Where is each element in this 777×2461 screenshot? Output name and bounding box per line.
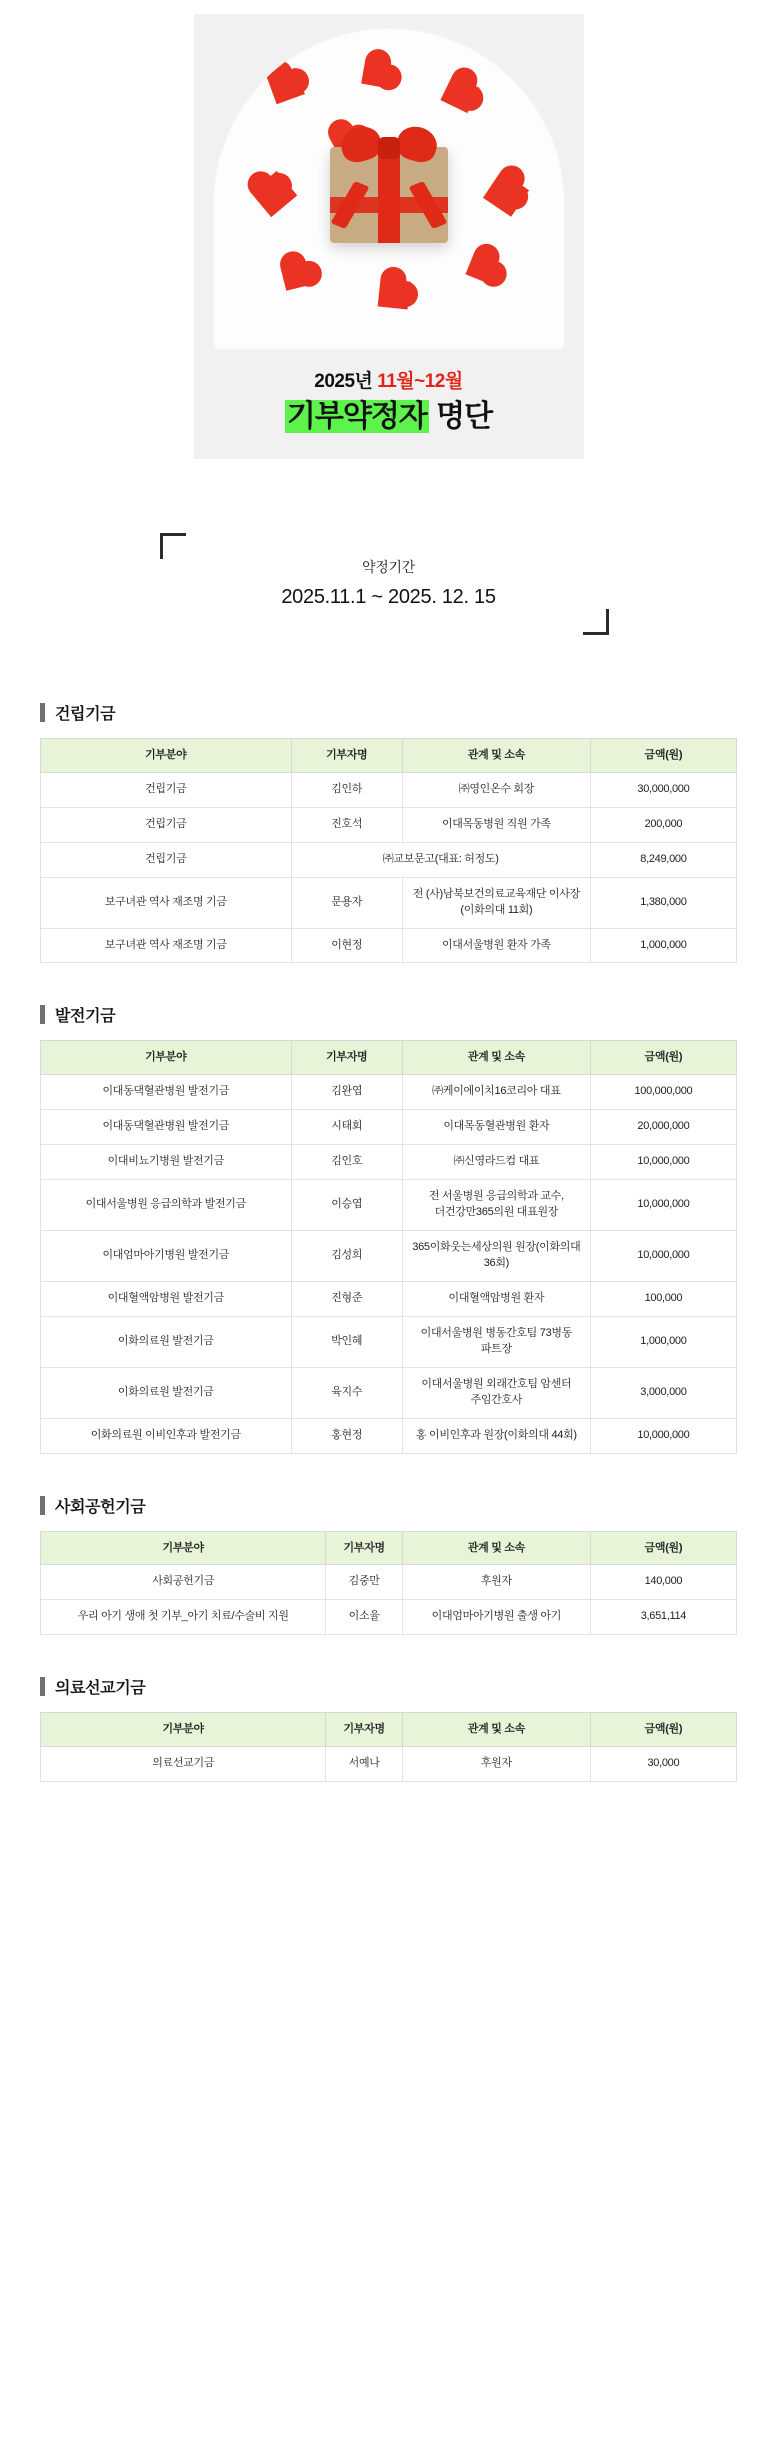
table-row <box>41 1747 737 1782</box>
section-title: 사회공헌기금 <box>55 1498 146 1516</box>
col-relation: 관계 및 소속 <box>402 1713 590 1747</box>
cell-relation: 이대혈액암병원 환자 <box>402 1281 590 1316</box>
cell-field: 이대동댁혈관병원 발전기금 <box>41 1110 292 1145</box>
donation-table <box>40 1531 737 1636</box>
cell-relation: ㈜신영라드컴 대표 <box>402 1145 590 1180</box>
col-field: 기부분야 <box>41 1531 326 1565</box>
cell-relation: 전 (사)남북보건의료교육재단 이사장(이화의대 11회) <box>402 877 590 928</box>
table-row <box>41 1600 737 1635</box>
col-donor: 기부자명 <box>326 1531 403 1565</box>
cell-field: 의료선교기금 <box>41 1747 326 1782</box>
cell-relation: 후원자 <box>402 1747 590 1782</box>
col-relation: 관계 및 소속 <box>402 739 590 773</box>
cell-field: 이화의료원 발전기금 <box>41 1367 292 1418</box>
table-row <box>41 877 737 928</box>
cell-donor: 김인하 <box>291 772 402 807</box>
cell-relation: 365이화웃는세상의원 원장(이화의대 36회) <box>402 1231 590 1282</box>
col-amount: 금액(원) <box>590 739 736 773</box>
cell-relation: ㈜영인온수 회장 <box>402 772 590 807</box>
corner-bracket-bottom-right <box>583 609 609 635</box>
cell-relation: 이대서울병원 환자 가족 <box>402 928 590 963</box>
cell-amount: 100,000 <box>590 1281 736 1316</box>
cell-donor: 진호석 <box>291 807 402 842</box>
cell-field: 보구녀관 역사 재조명 기금 <box>41 928 292 963</box>
donation-table <box>40 1712 737 1782</box>
cell-field: 건립기금 <box>41 807 292 842</box>
col-field: 기부분야 <box>41 1713 326 1747</box>
cell-field: 건립기금 <box>41 842 292 877</box>
section-social-contribution-fund <box>40 1494 737 1636</box>
cell-relation: ㈜케이에이치16코리아 대표 <box>402 1075 590 1110</box>
table-row <box>41 928 737 963</box>
cell-amount: 30,000,000 <box>590 772 736 807</box>
col-field: 기부분야 <box>41 1041 292 1075</box>
section-construction-fund <box>40 701 737 963</box>
hero-year: 2025년 <box>314 371 378 392</box>
cell-donor: 이현정 <box>291 928 402 963</box>
section-title: 건립기금 <box>55 706 116 723</box>
table-row <box>41 772 737 807</box>
hero-title-rest: 명단 <box>428 400 493 433</box>
heart-icon <box>267 68 305 105</box>
section-bar-icon <box>40 1005 45 1024</box>
cell-field: 이화의료원 발전기금 <box>41 1316 292 1367</box>
cell-field: 보구녀관 역사 재조명 기금 <box>41 877 292 928</box>
cell-relation: 이대서울병원 병동간호팀 73병동 파트장 <box>402 1316 590 1367</box>
heart-icon <box>361 60 391 88</box>
cell-amount: 10,000,000 <box>590 1418 736 1453</box>
col-amount: 금액(원) <box>590 1713 736 1747</box>
cell-donor: 김완엽 <box>291 1075 402 1110</box>
cell-amount: 140,000 <box>590 1565 736 1600</box>
cell-field: 이화의료원 이비인후과 발전기금 <box>41 1418 292 1453</box>
table-row <box>41 1281 737 1316</box>
heart-icon <box>440 75 479 113</box>
heart-icon <box>250 171 297 217</box>
table-row <box>41 1418 737 1453</box>
period-block <box>0 533 777 635</box>
col-amount: 금액(원) <box>590 1531 736 1565</box>
col-donor: 기부자명 <box>291 739 402 773</box>
table-row <box>41 1565 737 1600</box>
corner-bracket-top-left <box>160 533 186 559</box>
cell-relation: 이대엄마아기병원 출생 아기 <box>402 1600 590 1635</box>
table-row <box>41 1316 737 1367</box>
cell-donor: 김성희 <box>291 1231 402 1282</box>
cell-field: 건립기금 <box>41 772 292 807</box>
section-title: 의료선교기금 <box>55 1680 146 1698</box>
hero-section <box>0 0 777 459</box>
gift-box-icon <box>330 147 448 243</box>
table-header-row <box>41 1531 737 1565</box>
cell-relation: 이대목동혈관병원 환자 <box>402 1110 590 1145</box>
period-value: 2025.11.1 ~ 2025. 12. 15 <box>281 586 496 608</box>
hero-subtitle <box>314 366 462 393</box>
section-medical-mission-fund <box>40 1675 737 1782</box>
heart-icon <box>482 171 528 217</box>
col-relation: 관계 및 소속 <box>402 1041 590 1075</box>
hero-card <box>194 14 584 459</box>
cell-amount: 1,000,000 <box>590 928 736 963</box>
donation-table <box>40 1040 737 1453</box>
table-header-row <box>41 1041 737 1075</box>
heart-icon <box>465 252 498 284</box>
cell-donor: 진형준 <box>291 1281 402 1316</box>
hero-months: 11월~12월 <box>377 371 463 392</box>
cell-amount: 8,249,000 <box>590 842 736 877</box>
table-header-row <box>41 1713 737 1747</box>
table-row <box>41 1367 737 1418</box>
period-label: 약정기간 <box>362 559 415 575</box>
cell-relation: 이대서울병원 외래간호팀 암센터 주임간호사 <box>402 1367 590 1418</box>
cell-amount: 3,000,000 <box>590 1367 736 1418</box>
heart-icon <box>377 279 410 310</box>
cell-donor: 이소율 <box>326 1600 403 1635</box>
cell-relation: 홍 이비인후과 원장(이화의대 44회) <box>402 1418 590 1453</box>
cell-amount: 10,000,000 <box>590 1180 736 1231</box>
cell-amount: 3,651,114 <box>590 1600 736 1635</box>
hero-image <box>213 28 565 350</box>
cell-donor: 시태회 <box>291 1110 402 1145</box>
section-header <box>40 1675 737 1698</box>
cell-amount: 10,000,000 <box>590 1231 736 1282</box>
table-row <box>41 1145 737 1180</box>
table-row <box>41 1180 737 1231</box>
col-field: 기부분야 <box>41 739 292 773</box>
cell-amount: 100,000,000 <box>590 1075 736 1110</box>
section-header <box>40 1494 737 1517</box>
cell-donor: 박인혜 <box>291 1316 402 1367</box>
cell-relation: 전 서울병원 응급의학과 교수, 더건강만365의원 대표원장 <box>402 1180 590 1231</box>
cell-field: 우리 아기 생애 첫 기부_아기 치료/수술비 지원 <box>41 1600 326 1635</box>
section-header <box>40 701 737 724</box>
cell-field: 이대동댁혈관병원 발전기금 <box>41 1075 292 1110</box>
cell-amount: 1,380,000 <box>590 877 736 928</box>
cell-donor: 김인호 <box>291 1145 402 1180</box>
cell-donor: 육지수 <box>291 1367 402 1418</box>
table-row <box>41 1110 737 1145</box>
table-row <box>41 842 737 877</box>
col-relation: 관계 및 소속 <box>402 1531 590 1565</box>
cell-field: 이대서울병원 응급의학과 발전기금 <box>41 1180 292 1231</box>
cell-relation: 후원자 <box>402 1565 590 1600</box>
table-header-row <box>41 739 737 773</box>
hero-title <box>285 400 492 433</box>
cell-field: 이대비뇨기병원 발전기금 <box>41 1145 292 1180</box>
section-bar-icon <box>40 1496 45 1515</box>
cell-field: 이대엄마아기병원 발전기금 <box>41 1231 292 1282</box>
cell-donor: 홍현정 <box>291 1418 402 1453</box>
cell-relation: 이대목동병원 직원 가족 <box>402 807 590 842</box>
section-bar-icon <box>40 703 45 722</box>
cell-amount: 200,000 <box>590 807 736 842</box>
cell-donor: ㈜교보문고(대표: 허정도) <box>291 842 590 877</box>
table-row <box>41 807 737 842</box>
table-row <box>41 1231 737 1282</box>
hero-title-highlight: 기부약정자 <box>286 400 427 433</box>
col-amount: 금액(원) <box>590 1041 736 1075</box>
heart-icon <box>280 261 311 291</box>
donation-table <box>40 738 737 963</box>
col-donor: 기부자명 <box>291 1041 402 1075</box>
cell-amount: 10,000,000 <box>590 1145 736 1180</box>
section-title: 발전기금 <box>55 1008 116 1026</box>
cell-amount: 20,000,000 <box>590 1110 736 1145</box>
cell-field: 사회공헌기금 <box>41 1565 326 1600</box>
cell-donor: 이승엽 <box>291 1180 402 1231</box>
col-donor: 기부자명 <box>326 1713 403 1747</box>
cell-field: 이대혈액암병원 발전기금 <box>41 1281 292 1316</box>
cell-donor: 문용자 <box>291 877 402 928</box>
cell-donor: 서예나 <box>326 1747 403 1782</box>
cell-donor: 김중만 <box>326 1565 403 1600</box>
cell-amount: 1,000,000 <box>590 1316 736 1367</box>
section-header <box>40 1003 737 1026</box>
table-row <box>41 1075 737 1110</box>
section-bar-icon <box>40 1677 45 1696</box>
cell-amount: 30,000 <box>590 1747 736 1782</box>
section-development-fund <box>40 1003 737 1453</box>
